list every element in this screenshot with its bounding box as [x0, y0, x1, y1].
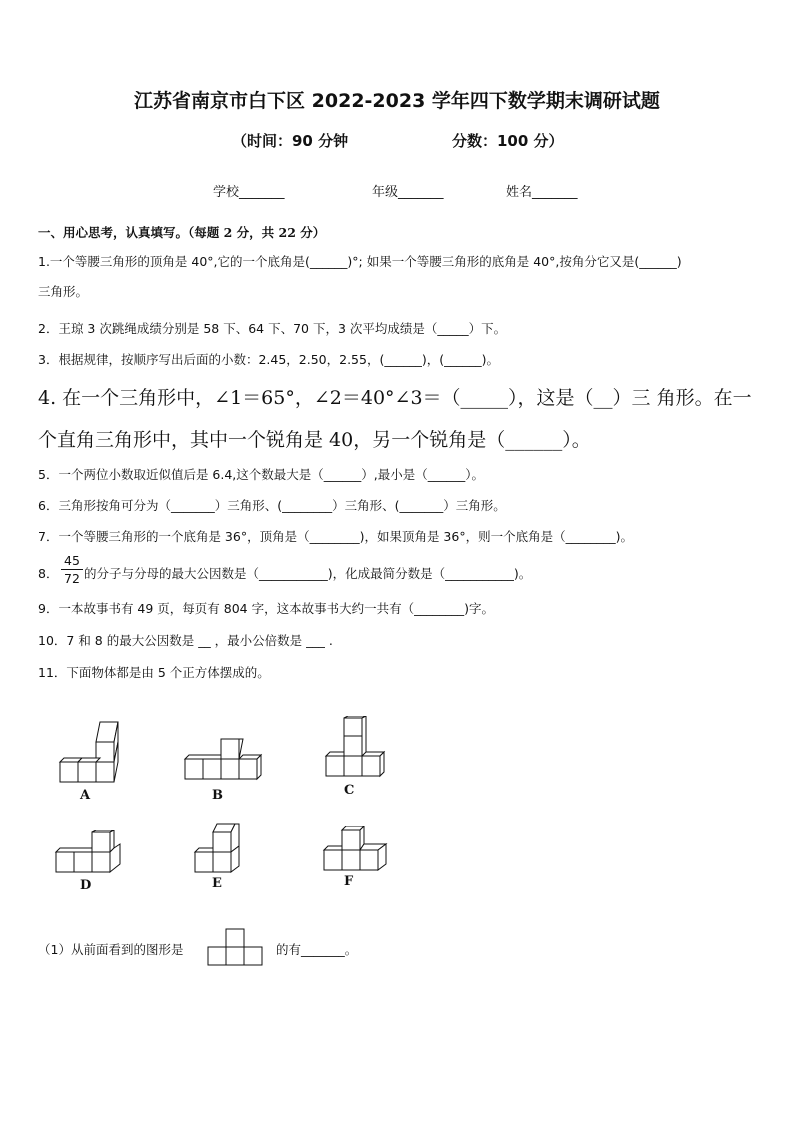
question-1-line-2: 三角形。 — [38, 284, 89, 299]
question-6: 6．三角形按角可分为（_______）三角形、(________）三角形、(_______）三角形。 — [38, 498, 506, 513]
exam-time: （时间：90 分钟 — [232, 132, 349, 150]
section-heading: 一、用心思考，认真填写。（每题 2 分，共 22 分） — [38, 225, 326, 240]
question-4-line-2: 个直角三角形中，其中一个锐角是 40，另一个锐角是（______）。 — [38, 429, 591, 451]
exam-score: 分数：100 分） — [452, 132, 564, 150]
figure-a-cubes — [58, 720, 122, 784]
school-field: 学校_______ — [213, 185, 285, 200]
page-title: 江苏省南京市白下区 2022-2023 学年四下数学期末调研试题 — [134, 90, 660, 112]
figure-e-cubes — [193, 822, 243, 874]
question-11-sub-1-suffix: 的有_______。 — [276, 942, 358, 957]
question-5: 5．一个两位小数取近似值后是 6.4,这个数最大是（______）,最小是（______）。 — [38, 467, 485, 482]
figure-b-cubes — [183, 737, 265, 782]
figure-c-label: C — [344, 783, 355, 798]
figure-e-label: E — [212, 876, 222, 891]
question-3: 3．根据规律，按顺序写出后面的小数：2.45，2.50，2.55，(______)，(______)。 — [38, 352, 499, 367]
question-1-line-1: 1.一个等腰三角形的顶角是 40°,它的一个底角是(______)°; 如果一个等腰三角形的底角是 40°,按角分它又是(______) — [38, 254, 682, 269]
figure-f-cubes — [322, 826, 390, 872]
question-8-text: 的分子与分母的最大公因数是（___________)，化成最简分数是（___________)。 — [84, 566, 532, 581]
front-view-figure — [207, 927, 265, 967]
fraction — [61, 552, 83, 587]
figure-a-label: A — [80, 788, 91, 803]
fraction-numerator: 45 — [61, 552, 83, 570]
grade-field: 年级_______ — [372, 185, 444, 200]
question-8-prefix: 8． — [38, 566, 59, 581]
question-11: 11．下面物体都是由 5 个正方体摆成的。 — [38, 665, 270, 680]
fraction-denominator: 72 — [64, 571, 80, 586]
question-4-line-1: 4. 在一个三角形中，∠1＝65°，∠2＝40°∠3＝（_____），这是（__）三 角形。在一 — [38, 387, 752, 409]
question-10: 10．7 和 8 的最大公因数是 __ ，最小公倍数是 ___ . — [38, 633, 333, 648]
figure-d-label: D — [80, 878, 92, 893]
figure-c-cubes — [324, 716, 386, 778]
name-field: 姓名_______ — [506, 185, 578, 200]
figure-d-cubes — [54, 830, 124, 875]
question-11-sub-1-prefix: （1）从前面看到的图形是 — [38, 942, 184, 957]
figure-b-label: B — [212, 788, 223, 803]
question-9: 9．一本故事书有 49 页，每页有 804 字，这本故事书大约一共有（________)字。 — [38, 601, 494, 616]
figure-f-label: F — [344, 874, 354, 889]
question-7: 7．一个等腰三角形的一个底角是 36°，顶角是（________)，如果顶角是 36°，则一个底角是（________)。 — [38, 529, 633, 544]
question-2: 2．王琼 3 次跳绳成绩分别是 58 下、64 下、70 下，3 次平均成绩是（_____）下。 — [38, 321, 507, 336]
